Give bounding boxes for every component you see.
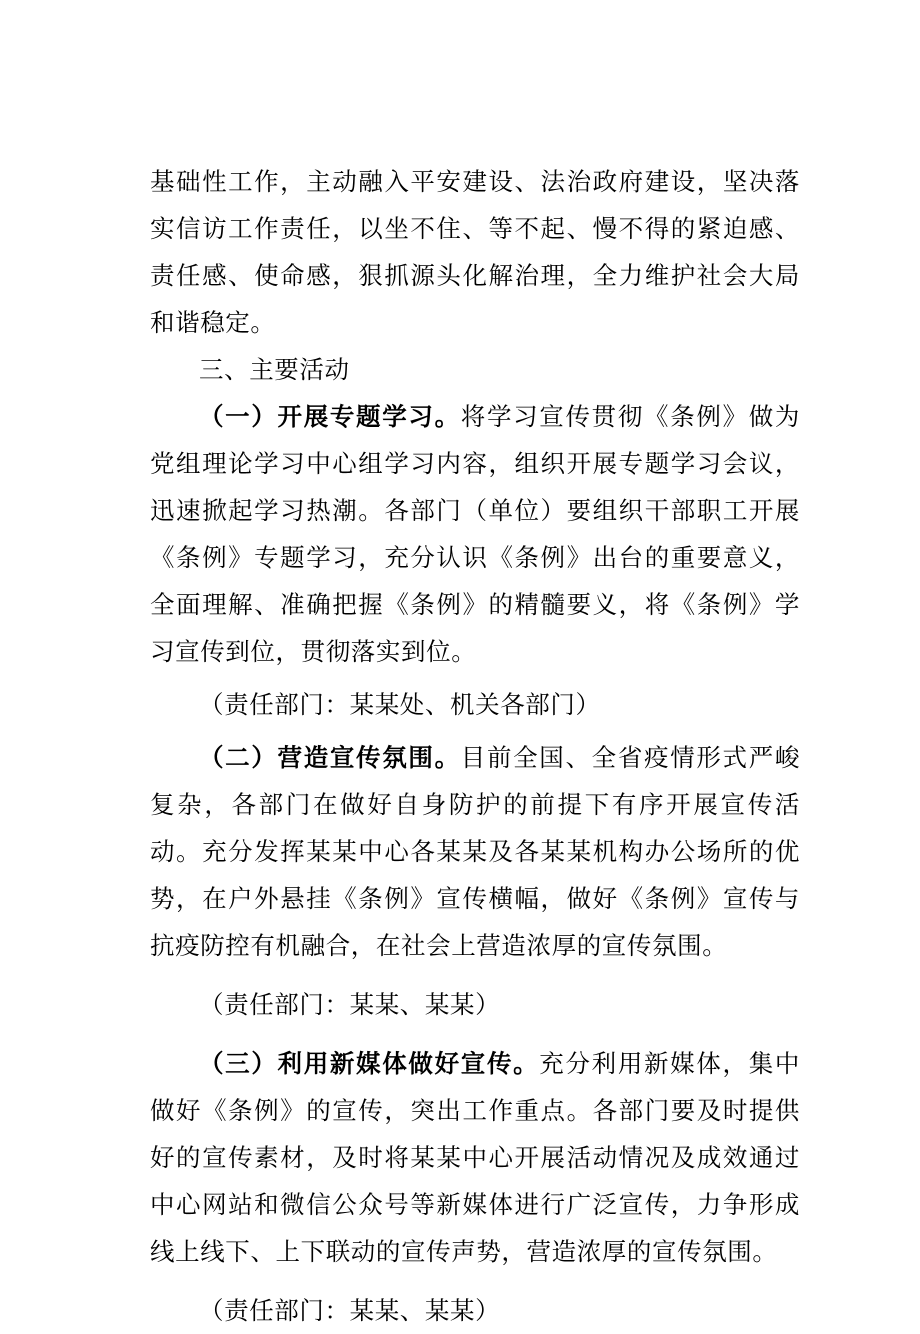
item-1-body: 将学习宣传贯彻《条例》做为党组理论学习中心组学习内容，组织开展专题学习会议，迅速掀起学习热潮。各部门（单位）要组织干部职工开展《条例》专题学习，充分认识《条例》出台的重要意义，全面理解、准确把握《条例》的精髓要义，将《条例》学习宣传到位，贯彻落实到位。 [150,402,801,666]
section-heading: 三、主要活动 [199,355,350,384]
item-3-responsibility: （责任部门：某某、某某） [199,1296,501,1325]
item-2-responsibility: （责任部门：某某、某某） [199,990,501,1019]
item-2-paragraph [150,734,800,969]
intro-paragraph: 基础性工作，主动融入平安建设、法治政府建设，坚决落实信访工作责任，以坐不住、等不起、慢不得的紧迫感、责任感、使命感，狠抓源头化解治理，全力维护社会大局和谐稳定。 [150,167,800,337]
item-1-paragraph [150,393,800,675]
document-page [150,158,800,1334]
item-3-paragraph [150,1040,800,1275]
item-2-body: 目前全国、全省疫情形式严峻复杂，各部门在做好自身防护的前提下有序开展宣传活动。充分发挥某某中心各某某及各某某机构办公场所的优势，在户外悬挂《条例》宣传横幅，做好《条例》宣传与抗疫防控有机融合，在社会上营造浓厚的宣传氛围。 [150,743,801,960]
item-2-title: （二）营造宣传氛围。 [199,743,461,772]
item-3-title: （三）利用新媒体做好宣传。 [199,1049,540,1078]
item-1-title: （一）开展专题学习。 [199,402,461,431]
item-1-responsibility: （责任部门：某某处、机关各部门） [199,690,601,719]
item-3-body: 充分利用新媒体，集中做好《条例》的宣传，突出工作重点。各部门要及时提供好的宣传素材，及时将某某中心开展活动情况及成效通过中心网站和微信公众号等新媒体进行广泛宣传，力争形成线上线下、上下联动的宣传声势，营造浓厚的宣传氛围。 [150,1049,800,1266]
